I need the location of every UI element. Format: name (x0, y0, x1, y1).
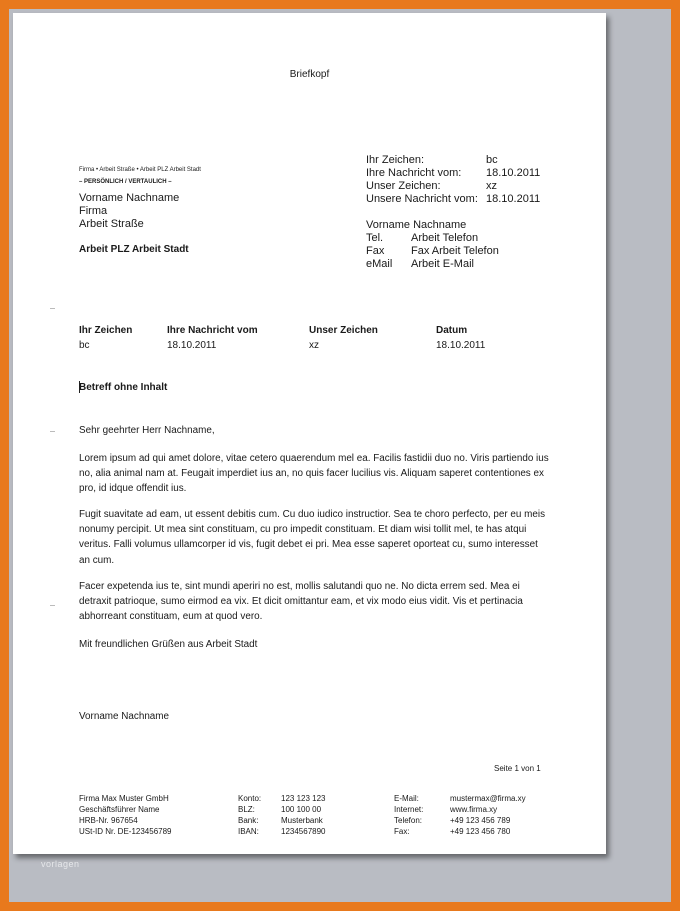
paragraph-text: Fugit suavitate ad eam, ut essent debitis cum. Cu duo iudico instructior. Sea te choro perfecto, per eu meis nonumy percipit. Ut mea sint constituam, cu pro impedit constituam. Et diam wisi tollit mel, te has atqui veritus. Falli volumus ullamcorper id vis, fugit debet ei pri. Mea esse saperet oporteat cu, sumo interesset an cum. (79, 509, 546, 566)
footer-label: Konto: (238, 794, 262, 803)
reference-label: Unser Zeichen: (366, 180, 441, 192)
contact-value: Arbeit Telefon (411, 232, 479, 244)
footer-line: USt-ID Nr. DE-123456789 (79, 827, 172, 836)
recipient-name: Vorname Nachname (79, 192, 180, 204)
contact-name: Vorname Nachname (366, 219, 467, 231)
ref-table-header: Unser Zeichen (309, 325, 378, 336)
ref-table-header: Ihr Zeichen (79, 325, 133, 336)
contact-row (366, 232, 499, 245)
fold-mark (50, 605, 55, 606)
letter-page (13, 13, 606, 854)
ref-table-value: bc (79, 340, 90, 351)
footer-label: BLZ: (238, 805, 255, 814)
footer-value: www.firma.xy (450, 805, 498, 814)
paragraph (79, 451, 549, 497)
recipient-city: Arbeit PLZ Arbeit Stadt (79, 244, 189, 255)
reference-value: bc (486, 154, 498, 166)
page-number: Seite 1 von 1 (494, 764, 541, 773)
footer-line: Firma Max Muster GmbH (79, 794, 169, 803)
sender-return-line: Firma • Arbeit Straße • Arbeit PLZ Arbeit Stadt (79, 167, 201, 173)
reference-label: Ihre Nachricht vom: (366, 167, 462, 179)
footer-bank-values (281, 793, 326, 837)
reference-row (366, 180, 540, 193)
paragraph (79, 507, 549, 568)
footer-company (79, 793, 172, 837)
footer-bank-labels (238, 793, 261, 837)
recipient-address (79, 192, 179, 231)
letterhead-title: Briefkopf (289, 69, 330, 80)
footer-label: Bank: (238, 816, 259, 825)
footer-label: IBAN: (238, 827, 259, 836)
footer-value: 100 100 00 (281, 805, 322, 814)
footer-label: Fax: (394, 827, 410, 836)
signature-name: Vorname Nachname (79, 711, 170, 722)
contact-row (366, 258, 499, 271)
footer-contact-labels (394, 793, 423, 837)
reference-row (366, 167, 540, 180)
reference-value: 18.10.2011 (486, 167, 541, 179)
footer-label: Internet: (394, 805, 424, 814)
reference-block (366, 154, 540, 206)
footer-value: mustermax@firma.xy (450, 794, 526, 803)
ref-table-header: Ihre Nachricht vom (167, 325, 258, 336)
ref-table-value: xz (309, 340, 319, 351)
contact-row (366, 245, 499, 258)
reference-row (366, 193, 540, 206)
watermark: vorlagen (41, 859, 80, 869)
subject-line: Betreff ohne Inhalt (79, 382, 168, 393)
footer-contact-values (450, 793, 526, 837)
salutation: Sehr geehrter Herr Nachname, (79, 425, 215, 436)
ref-table-header: Datum (436, 325, 468, 336)
contact-label: Tel. (366, 232, 384, 244)
contact-value: Fax Arbeit Telefon (411, 245, 499, 257)
footer-value: Musterbank (281, 816, 323, 825)
ref-table-value: 18.10.2011 (167, 340, 217, 351)
paragraph-text: Lorem ipsum ad qui amet dolore, vitae cetero quaerendum mel ea. Facilis fastidii duo no. Viris partiendo ius no, alia animal nam at. Feugait imperdiet ius an, no quis facer lucilius vis. Aliquam saperet contentiones ex pro, id idque offendit ius. (79, 453, 549, 495)
footer-value: +49 123 456 789 (450, 816, 511, 825)
ref-table-value: 18.10.2011 (436, 340, 486, 351)
reference-value: xz (486, 180, 497, 192)
reference-label: Unsere Nachricht vom: (366, 193, 478, 205)
paragraph (79, 579, 549, 625)
contact-value: Arbeit E-Mail (411, 258, 474, 270)
recipient-company: Firma (79, 205, 108, 217)
paragraph-text: Facer expetenda ius te, sint mundi aperiri no est, mollis salutandi quo ne. No dicta errem sed. Mea ei detraxit patrioque, sumo eirmod ea vix. Et dicit omittantur eam, et vix modo eius vidit. Vis et pertinacia abhorreant constituam, eum at quod vero. (79, 581, 523, 623)
reference-label: Ihr Zeichen: (366, 154, 425, 166)
contact-label: Fax (366, 245, 385, 257)
reference-value: 18.10.2011 (486, 193, 541, 205)
fold-mark (50, 308, 55, 309)
contact-block (366, 219, 499, 271)
punch-mark (50, 431, 55, 432)
footer-value: 1234567890 (281, 827, 326, 836)
recipient-street: Arbeit Straße (79, 218, 144, 230)
footer-value: 123 123 123 (281, 794, 326, 803)
footer-value: +49 123 456 780 (450, 827, 511, 836)
footer-line: HRB-Nr. 967654 (79, 816, 138, 825)
footer-label: Telefon: (394, 816, 423, 825)
footer-label: E-Mail: (394, 794, 419, 803)
footer-line: Geschäftsführer Name (79, 805, 160, 814)
confidential-label: – PERSÖNLICH / VERTAULICH – (79, 179, 172, 185)
contact-label: eMail (366, 258, 393, 270)
reference-row (366, 154, 540, 167)
closing: Mit freundlichen Grüßen aus Arbeit Stadt (79, 639, 258, 650)
